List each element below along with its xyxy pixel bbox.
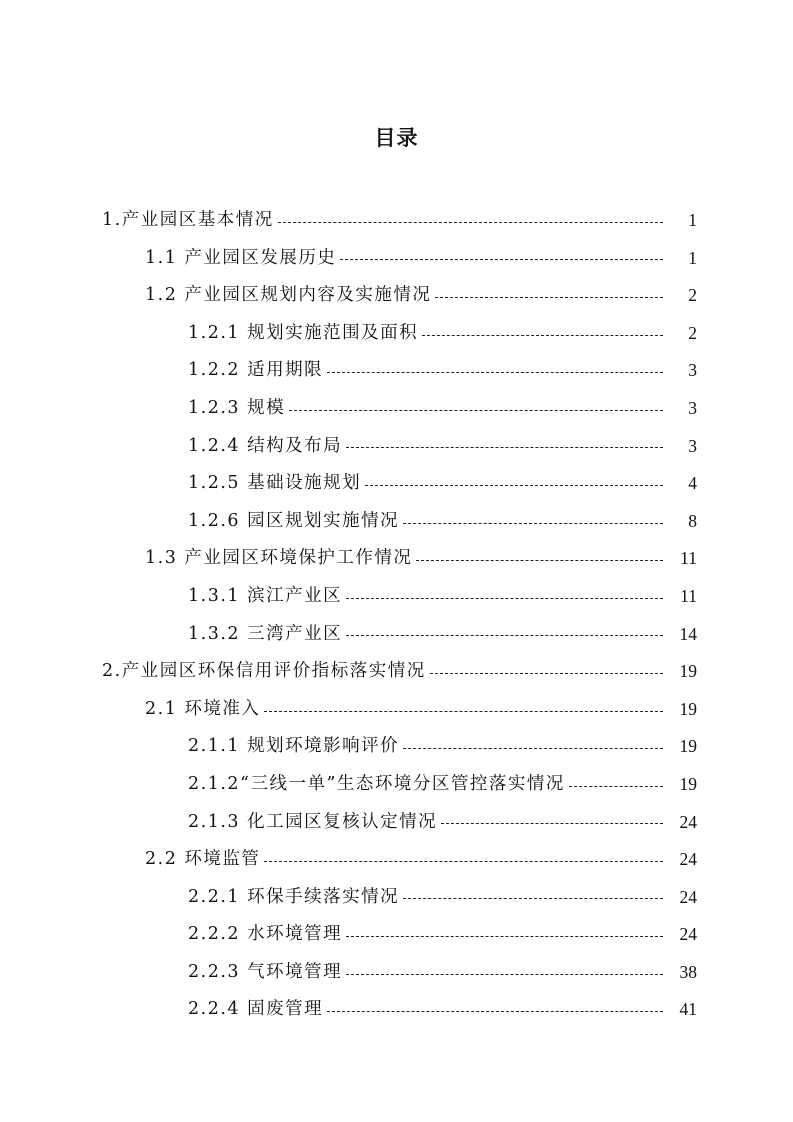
toc-entry-text: 1.2.5 基础设施规划 — [188, 473, 362, 494]
toc-entry-page: 38 — [679, 961, 697, 982]
toc-leader — [430, 673, 663, 674]
toc-entry-page: 19 — [679, 661, 697, 682]
toc-entry-text: 1.2.3 规模 — [188, 397, 286, 418]
toc-entry-page: 24 — [679, 849, 697, 870]
toc-leader — [346, 974, 663, 975]
toc-entry[interactable] — [0, 653, 793, 691]
toc-entry-page: 11 — [680, 585, 697, 606]
toc-entry[interactable] — [0, 503, 793, 541]
toc-leader — [365, 485, 663, 486]
toc-entry-text: 1.2.6 园区规划实施情况 — [188, 510, 400, 531]
toc-entry[interactable] — [0, 879, 793, 917]
toc-entry-text: 2.1.3 化工园区复核认定情况 — [188, 811, 438, 832]
toc-entry-text: 1.3.1 滨江产业区 — [188, 585, 343, 606]
toc-leader — [346, 635, 663, 636]
toc-entry-page: 4 — [688, 473, 697, 494]
toc-entry-page: 14 — [679, 623, 697, 644]
toc-entry[interactable] — [0, 804, 793, 842]
toc-leader — [327, 1011, 663, 1012]
toc-entry[interactable] — [0, 766, 793, 804]
toc-entry[interactable] — [0, 352, 793, 390]
toc-leader — [441, 823, 663, 824]
toc-entry[interactable] — [0, 315, 793, 353]
toc-leader — [346, 936, 663, 937]
toc-entry-page: 11 — [680, 548, 697, 569]
toc-entry-text: 2.2.2 水环境管理 — [188, 924, 343, 945]
toc-leader — [264, 711, 663, 712]
toc-leader — [403, 748, 663, 749]
toc-entry-text: 2.2.4 固废管理 — [188, 999, 324, 1020]
toc-entry[interactable] — [0, 578, 793, 616]
toc-leader — [416, 560, 663, 561]
toc-entry-page: 3 — [688, 397, 697, 418]
toc-leader — [403, 898, 663, 899]
toc-title: 目录 — [374, 125, 419, 150]
toc-entry[interactable] — [0, 240, 793, 278]
toc-entry[interactable] — [0, 691, 793, 729]
toc-leader — [278, 222, 663, 223]
toc-leader — [346, 447, 663, 448]
toc-entry-page: 41 — [679, 999, 697, 1020]
toc-entry[interactable] — [0, 954, 793, 992]
toc-entry-text: 2.1 环境准入 — [145, 698, 261, 719]
toc-entry-page: 2 — [688, 285, 697, 306]
toc-entry[interactable] — [0, 428, 793, 466]
toc-entry-page: 3 — [688, 360, 697, 381]
toc-entry-text: 2.2 环境监管 — [145, 849, 261, 870]
toc-entry-page: 2 — [688, 322, 697, 343]
toc-leader — [422, 335, 663, 336]
toc-leader — [264, 861, 663, 862]
toc-entry[interactable] — [0, 390, 793, 428]
table-of-contents — [0, 202, 793, 1029]
toc-leader — [435, 297, 663, 298]
toc-entry[interactable] — [0, 277, 793, 315]
toc-entry-text: 1.产业园区基本情况 — [102, 210, 274, 230]
toc-leader — [327, 372, 663, 373]
toc-entry-text: 1.3.2 三湾产业区 — [188, 623, 343, 644]
toc-entry-text: 1.2.2 适用期限 — [188, 360, 324, 381]
toc-entry[interactable] — [0, 616, 793, 654]
toc-entry-page: 24 — [679, 886, 697, 907]
toc-entry-page: 24 — [679, 924, 697, 945]
toc-entry[interactable] — [0, 465, 793, 503]
toc-entry[interactable] — [0, 991, 793, 1029]
toc-entry[interactable] — [0, 841, 793, 879]
toc-entry-page: 24 — [679, 811, 697, 832]
toc-leader — [569, 786, 663, 787]
toc-entry[interactable] — [0, 540, 793, 578]
toc-leader — [403, 523, 663, 524]
toc-entry-text: 2.2.3 气环境管理 — [188, 961, 343, 982]
toc-entry-page: 19 — [679, 773, 697, 794]
toc-entry-text: 2.产业园区环保信用评价指标落实情况 — [102, 661, 426, 682]
toc-entry-text: 1.2.4 结构及布局 — [188, 435, 343, 456]
toc-entry-text: 2.2.1 环保手续落实情况 — [188, 886, 400, 907]
toc-entry[interactable] — [0, 728, 793, 766]
toc-entry-text: 1.2.1 规划实施范围及面积 — [188, 322, 419, 343]
toc-leader — [346, 598, 663, 599]
toc-entry-page: 8 — [688, 510, 697, 531]
toc-leader — [340, 259, 663, 260]
toc-entry-text: 1.1 产业园区发展历史 — [145, 247, 337, 268]
toc-entry-text: 2.1.2“三线一单”生态环境分区管控落实情况 — [188, 773, 565, 794]
toc-entry-page: 3 — [688, 435, 697, 456]
toc-entry[interactable] — [0, 916, 793, 954]
toc-entry-page: 1 — [688, 247, 697, 268]
toc-entry-page: 19 — [679, 698, 697, 719]
toc-entry-page: 1 — [688, 210, 697, 230]
toc-entry[interactable] — [0, 202, 793, 240]
toc-entry-text: 1.3 产业园区环境保护工作情况 — [145, 548, 413, 569]
toc-entry-page: 19 — [679, 736, 697, 757]
toc-leader — [289, 410, 663, 411]
toc-entry-text: 2.1.1 规划环境影响评价 — [188, 736, 400, 757]
toc-entry-text: 1.2 产业园区规划内容及实施情况 — [145, 285, 432, 306]
